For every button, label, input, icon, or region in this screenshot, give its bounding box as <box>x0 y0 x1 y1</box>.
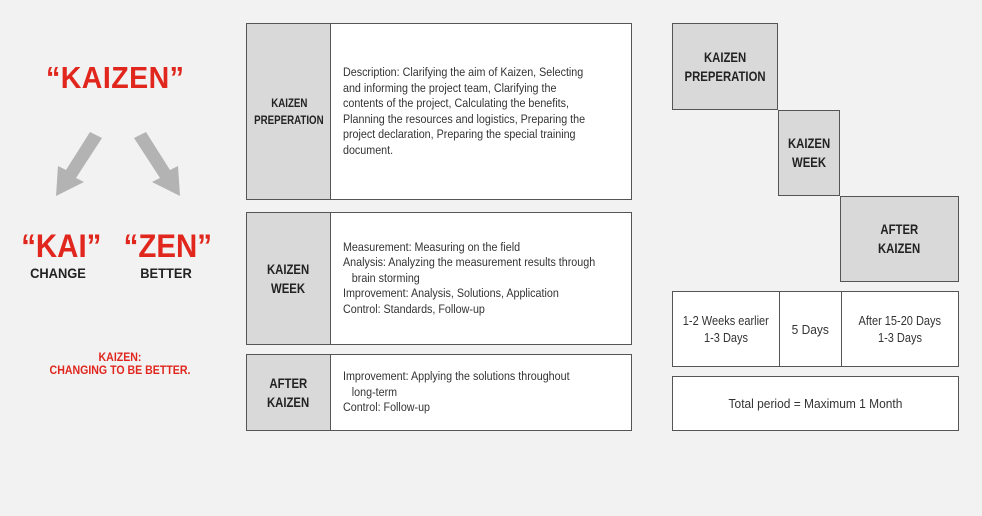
phase-label <box>247 24 331 199</box>
description-line: Control: Standards, Follow-up <box>343 301 485 316</box>
zen-meaning: BETTER <box>140 265 192 281</box>
description-line: Analysis: Analyzing the measurement results through <box>343 255 596 270</box>
phase-description <box>331 355 631 430</box>
stair-line-1: KAIZEN <box>787 135 831 151</box>
stair-preparation <box>672 23 778 110</box>
duration-cell-week <box>779 292 841 366</box>
duration-cell-preparation <box>673 292 779 366</box>
zen-group <box>120 228 212 281</box>
description-line: brain storming <box>351 270 420 285</box>
duration-cell-after <box>841 292 958 366</box>
phase-description <box>331 213 642 344</box>
duration-line-1: After 15-20 Days <box>858 313 942 328</box>
arrow-down-left-icon <box>48 130 108 200</box>
description-line: Measurement: Measuring on the field <box>343 239 521 254</box>
phase-label-line-2: PREPERATION <box>253 112 324 127</box>
phase-description <box>331 24 631 199</box>
stair-after <box>840 196 959 282</box>
phase-label-line-1: KAIZEN <box>267 260 310 277</box>
phase-label <box>247 213 331 344</box>
phase-label-line-2: KAIZEN <box>267 393 310 410</box>
description-line: long-term <box>351 384 398 399</box>
arrow-down-right-icon <box>128 130 188 200</box>
description-line: Improvement: Analysis, Solutions, Application <box>343 286 559 301</box>
phase-label-line-1: AFTER <box>269 374 308 391</box>
kai-word: “KAI” <box>21 228 102 264</box>
caption-line-2: CHANGING TO BE BETTER. <box>49 365 191 377</box>
duration-line-1: 5 Days <box>791 321 830 337</box>
phase-row-week <box>246 212 632 345</box>
kaizen-caption <box>28 352 212 378</box>
description-line: Control: Follow-up <box>343 400 431 415</box>
stair-line-2: PREPERATION <box>684 67 766 84</box>
description-line: and informing the project team, Clarifying the <box>343 80 557 95</box>
description-line: project declaration, Preparing the special training <box>343 127 576 141</box>
phase-label <box>247 355 331 430</box>
duration-line-2: 1-3 Days <box>877 330 923 345</box>
phase-row-preparation <box>246 23 632 200</box>
total-period-text: Total period = Maximum 1 Month <box>728 396 903 411</box>
stair-line-1: KAIZEN <box>703 48 747 65</box>
phase-label-line-1: KAIZEN <box>270 95 307 110</box>
description-line: contents of the project, Calculating the benefits, <box>343 96 569 110</box>
description-line: Improvement: Applying the solutions throughout <box>343 369 570 384</box>
phase-row-after <box>246 354 632 431</box>
description-line: Description: Clarifying the aim of Kaizen, Selecting <box>343 65 584 79</box>
kai-group <box>18 228 102 281</box>
duration-line-2: 1-3 Days <box>703 330 749 345</box>
kai-meaning: CHANGE <box>30 265 86 281</box>
description-line: Planning the resources and logistics, Preparing the <box>343 111 586 126</box>
caption-line-1: KAIZEN: <box>98 352 142 364</box>
total-period <box>672 376 959 431</box>
description-line: document. <box>343 142 394 157</box>
stair-line-2: KAIZEN <box>878 240 921 256</box>
zen-word: “ZEN” <box>123 228 212 264</box>
stair-line-2: WEEK <box>791 154 827 170</box>
phase-label-line-2: WEEK <box>271 279 306 296</box>
stair-week <box>778 110 840 196</box>
kaizen-title: “KAIZEN” <box>46 60 185 95</box>
duration-table <box>672 291 959 367</box>
stair-line-1: AFTER <box>880 221 919 237</box>
duration-line-1: 1-2 Weeks earlier <box>682 313 770 328</box>
